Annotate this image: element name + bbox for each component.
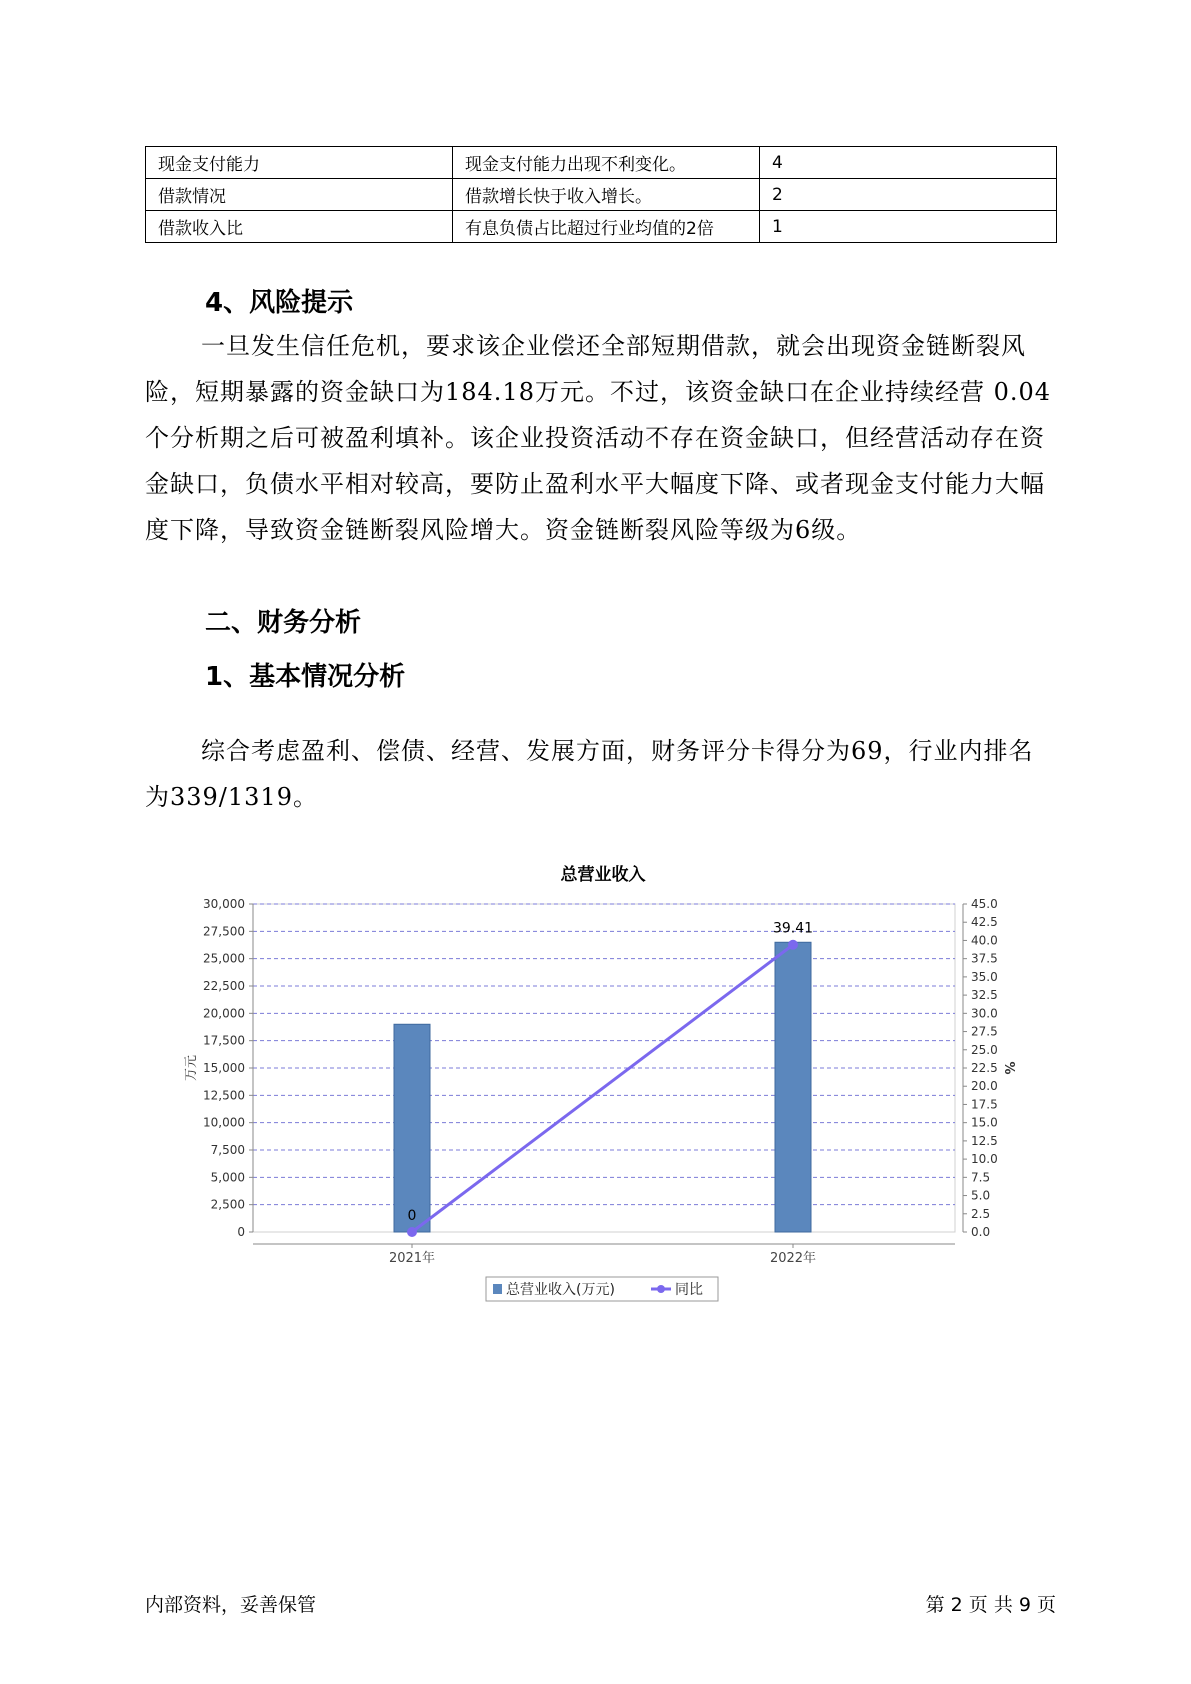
x-tick-label: 2022年 [769, 1251, 817, 1266]
yoy-point [788, 940, 798, 950]
y2-tick-label: 27.5 [971, 1024, 998, 1039]
y2-tick-label: 45.0 [971, 897, 998, 911]
basic-analysis-heading: 1、基本情况分析 [205, 662, 406, 692]
y-tick-label: 30,000 [203, 897, 245, 911]
row-item-cell: 现金支付能力 [146, 147, 453, 179]
legend-swatch-point [657, 1285, 665, 1293]
basic-analysis-paragraph: 综合考虑盈利、偿债、经营、发展方面，财务评分卡得分为69，行业内排名为339/1319。 [145, 737, 1034, 811]
row-desc-cell: 有息负债占比超过行业均值的2倍 [453, 211, 760, 243]
y2-tick-label: 42.5 [971, 915, 998, 930]
y-tick-label: 0 [237, 1225, 245, 1239]
data-label: 0 [407, 1208, 417, 1224]
row-score-cell: 4 [760, 147, 1057, 179]
risk-indicator-table [145, 146, 1057, 243]
row-score-cell: 2 [760, 179, 1057, 211]
table-row [146, 179, 1057, 211]
y-tick-label: 12,500 [203, 1088, 245, 1103]
y-tick-label: 20,000 [203, 1006, 245, 1021]
table-row [146, 147, 1057, 179]
y2-tick-label: 32.5 [971, 988, 998, 1003]
y-tick-label: 5,000 [210, 1170, 245, 1185]
y-tick-label: 25,000 [203, 951, 245, 966]
y-axis-label: 万元 [184, 1054, 199, 1082]
y2-tick-label: 2.5 [971, 1206, 991, 1221]
chart-title: 总营业收入 [560, 865, 646, 885]
footer-page-number: 第 2 页 共 9 页 [925, 1594, 1056, 1616]
x-tick-label: 2021年 [388, 1251, 436, 1266]
yoy-line [412, 945, 793, 1232]
y-tick-label: 2,500 [210, 1197, 245, 1212]
bar [775, 942, 811, 1232]
row-item-cell: 借款情况 [146, 179, 453, 211]
risk-paragraph: 一旦发生信任危机，要求该企业偿还全部短期借款，就会出现资金链断裂风险，短期暴露的资金缺口为184.18万元。不过，该资金缺口在企业持续经营 0.04个分析期之后可被盈利填补。该企业投资活动不存在资金缺口，但经营活动存在资金缺口，负债水平相对较高，要防止盈利水平大幅度下降、或者现金支付能力大幅度下降，导致资金链断裂风险增大。资金链断裂风险等级为6级。 [145, 332, 1052, 544]
y2-tick-label: 10.0 [971, 1152, 998, 1167]
row-desc-cell: 借款增长快于收入增长。 [453, 179, 760, 211]
y2-tick-label: 15.0 [971, 1115, 998, 1130]
y2-tick-label: 12.5 [971, 1133, 998, 1148]
row-item-cell: 借款收入比 [146, 211, 453, 243]
bar [394, 1024, 430, 1232]
data-label: 39.41 [772, 920, 814, 937]
y2-tick-label: 30.0 [971, 1006, 998, 1021]
revenue-chart [0, 850, 1191, 1330]
y2-tick-label: 17.5 [971, 1097, 998, 1112]
risk-heading: 4、风险提示 [205, 288, 354, 318]
y2-tick-label: 7.5 [971, 1170, 991, 1185]
y2-tick-label: 0.0 [971, 1225, 991, 1239]
y2-tick-label: 37.5 [971, 951, 998, 966]
y2-axis-label: % [1001, 1061, 1016, 1075]
y2-tick-label: 5.0 [971, 1188, 991, 1203]
y2-tick-label: 40.0 [971, 933, 998, 948]
row-score-cell: 1 [760, 211, 1057, 243]
footer-confidential: 内部资料，妥善保管 [145, 1594, 317, 1616]
y2-tick-label: 25.0 [971, 1042, 998, 1057]
y2-tick-label: 20.0 [971, 1079, 998, 1094]
y2-tick-label: 22.5 [971, 1061, 998, 1075]
table-row [146, 211, 1057, 243]
finance-heading: 二、财务分析 [205, 608, 362, 638]
legend-label-yoy: 同比 [675, 1282, 703, 1298]
legend-label-revenue: 总营业收入(万元) [506, 1282, 615, 1298]
row-desc-cell: 现金支付能力出现不利变化。 [453, 147, 760, 179]
y-tick-label: 7,500 [210, 1143, 245, 1157]
y-tick-label: 27,500 [203, 924, 245, 939]
legend-swatch-bar [493, 1284, 502, 1294]
y2-tick-label: 35.0 [971, 969, 998, 984]
y-tick-label: 15,000 [203, 1061, 245, 1075]
yoy-point [407, 1227, 417, 1237]
y-tick-label: 17,500 [203, 1033, 245, 1048]
y-tick-label: 10,000 [203, 1115, 245, 1130]
y-tick-label: 22,500 [203, 979, 245, 993]
